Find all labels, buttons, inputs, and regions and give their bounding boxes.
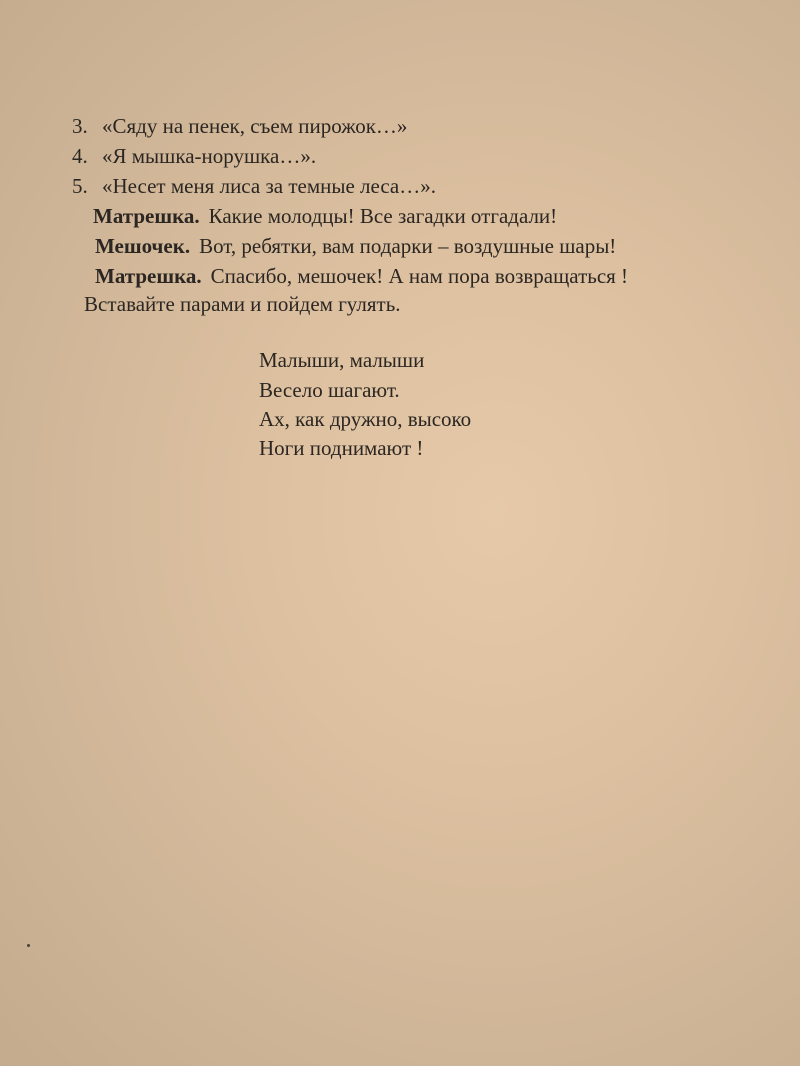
riddle-text: «Сяду на пенек, съем пирожок…»	[102, 114, 408, 138]
continuation-text: Вставайте парами и пойдем гулять.	[84, 292, 401, 316]
dialogue-line	[95, 263, 628, 289]
riddle-number: 4.	[72, 144, 88, 168]
riddle-item	[72, 143, 316, 169]
dialogue-text: Спасибо, мешочек! А нам пора возвращаться !	[210, 264, 629, 288]
speaker-name: Мешочек.	[95, 234, 191, 258]
riddle-item	[72, 113, 407, 139]
riddle-item	[72, 173, 436, 199]
poem-line: Ноги поднимают !	[259, 436, 424, 460]
riddle-number: 3.	[72, 114, 88, 138]
riddle-number: 5.	[72, 174, 88, 198]
poem-line: Ах, как дружно, высоко	[259, 407, 472, 431]
poem-line: Малыши, малыши	[259, 348, 425, 372]
riddle-text: «Я мышка-норушка…».	[102, 144, 317, 168]
dialogue-line	[95, 233, 616, 259]
dialogue-line	[93, 203, 557, 229]
dialogue-text: Вот, ребятки, вам подарки – воздушные шары!	[199, 234, 617, 258]
poem-line: Весело шагают.	[259, 378, 400, 402]
paper-speck	[27, 944, 30, 947]
speaker-name: Матрешка.	[93, 204, 200, 228]
riddle-text: «Несет меня лиса за темные леса…».	[102, 174, 437, 198]
speaker-name: Матрешка.	[95, 264, 202, 288]
dialogue-text: Какие молодцы! Все загадки отгадали!	[208, 204, 558, 228]
